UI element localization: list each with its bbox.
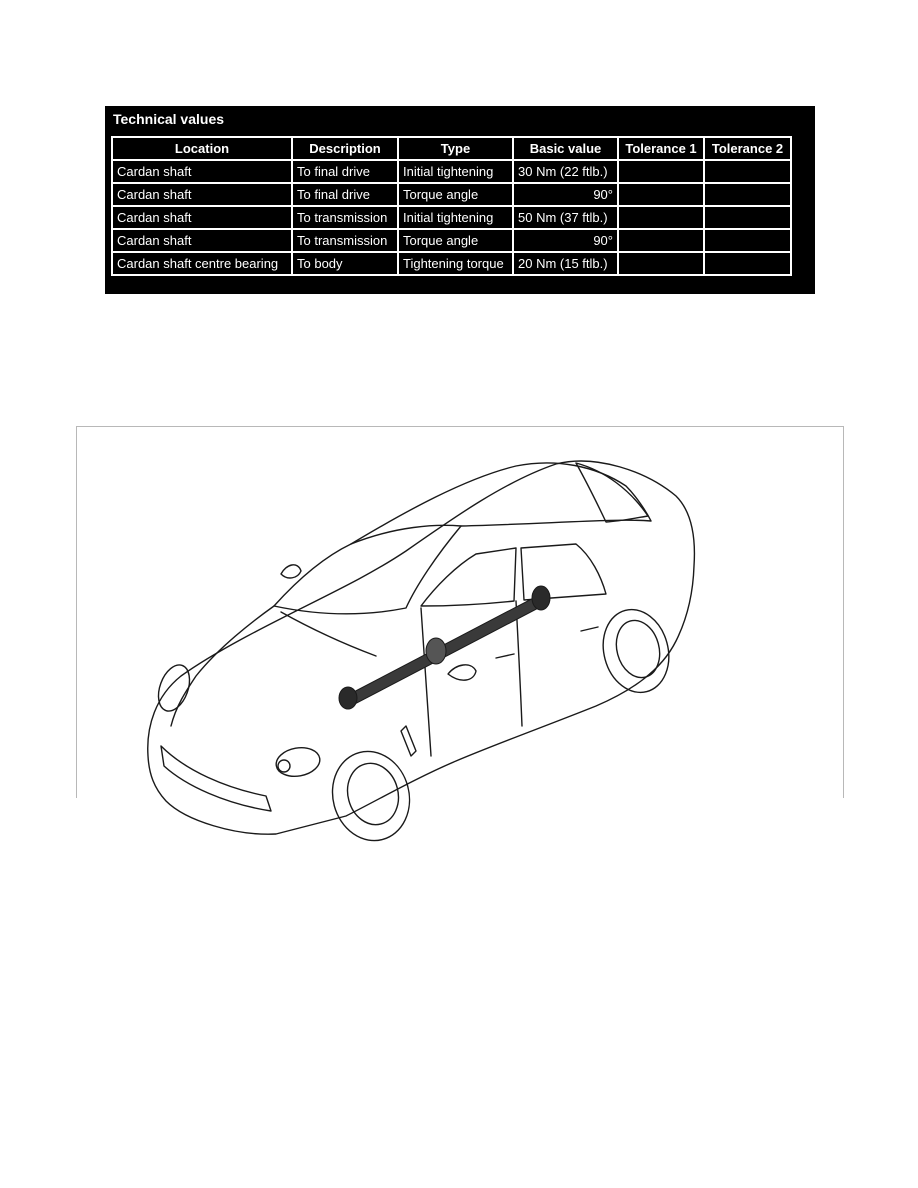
- door-line: [421, 608, 431, 756]
- technical-values-panel: [105, 106, 815, 294]
- fog-light: [278, 760, 290, 772]
- table-header-row: [112, 137, 791, 160]
- column-header-basic-value: Basic value: [513, 137, 618, 160]
- shaft-centre-bearing: [426, 638, 446, 664]
- cell-location: Cardan shaft centre bearing: [112, 252, 292, 275]
- technical-values-title: Technical values: [113, 111, 225, 127]
- table-row: [112, 160, 791, 183]
- cell-tolerance-1: [618, 206, 704, 229]
- cell-tolerance-2: [704, 252, 791, 275]
- cell-tolerance-1: [618, 229, 704, 252]
- cell-tolerance-2: [704, 206, 791, 229]
- shaft-coupling-front: [339, 687, 357, 709]
- table-row: [112, 206, 791, 229]
- cell-tolerance-2: [704, 160, 791, 183]
- cell-tolerance-2: [704, 229, 791, 252]
- cell-type: Initial tightening: [398, 160, 513, 183]
- car-body-outline: [148, 461, 695, 834]
- cell-basic-value: 90°: [513, 183, 618, 206]
- cell-basic-value: 50 Nm (37 ftlb.): [513, 206, 618, 229]
- hood-line: [171, 606, 274, 726]
- table-row: [112, 183, 791, 206]
- column-header-tolerance-2: Tolerance 2: [704, 137, 791, 160]
- cell-location: Cardan shaft: [112, 206, 292, 229]
- cell-description: To body: [292, 252, 398, 275]
- cell-tolerance-2: [704, 183, 791, 206]
- cell-tolerance-1: [618, 252, 704, 275]
- door-handle: [496, 654, 514, 658]
- side-window-front: [421, 548, 516, 606]
- cell-basic-value: 90°: [513, 229, 618, 252]
- table-row: [112, 229, 791, 252]
- cell-location: Cardan shaft: [112, 160, 292, 183]
- column-header-type: Type: [398, 137, 513, 160]
- shaft-coupling-rear: [532, 586, 550, 610]
- column-header-tolerance-1: Tolerance 1: [618, 137, 704, 160]
- cell-location: Cardan shaft: [112, 229, 292, 252]
- cell-description: To final drive: [292, 160, 398, 183]
- column-header-description: Description: [292, 137, 398, 160]
- headlight-right: [274, 744, 322, 779]
- wing-mirror-left: [281, 565, 301, 578]
- cell-basic-value: 30 Nm (22 ftlb.): [513, 160, 618, 183]
- windshield: [274, 525, 461, 613]
- column-header-location: Location: [112, 137, 292, 160]
- cell-type: Torque angle: [398, 183, 513, 206]
- cell-type: Torque angle: [398, 229, 513, 252]
- headlight-left: [153, 661, 196, 716]
- table-row: [112, 252, 791, 275]
- rear-wheel-rim: [610, 616, 666, 683]
- technical-values-table: [111, 136, 792, 276]
- cell-description: To transmission: [292, 229, 398, 252]
- rear-window: [576, 463, 648, 522]
- side-mirror: [448, 665, 476, 680]
- front-grille: [161, 746, 271, 811]
- cell-description: To final drive: [292, 183, 398, 206]
- cell-type: Tightening torque: [398, 252, 513, 275]
- door-handle: [581, 627, 598, 631]
- side-vent: [401, 726, 416, 756]
- cell-basic-value: 20 Nm (15 ftlb.): [513, 252, 618, 275]
- cell-tolerance-1: [618, 160, 704, 183]
- cell-tolerance-1: [618, 183, 704, 206]
- front-wheel-rim: [341, 758, 405, 831]
- front-wheel: [323, 743, 420, 846]
- hood-crease: [281, 612, 376, 656]
- car-with-cardan-shaft-illustration: [76, 426, 844, 846]
- cell-type: Initial tightening: [398, 206, 513, 229]
- cell-description: To transmission: [292, 206, 398, 229]
- cell-location: Cardan shaft: [112, 183, 292, 206]
